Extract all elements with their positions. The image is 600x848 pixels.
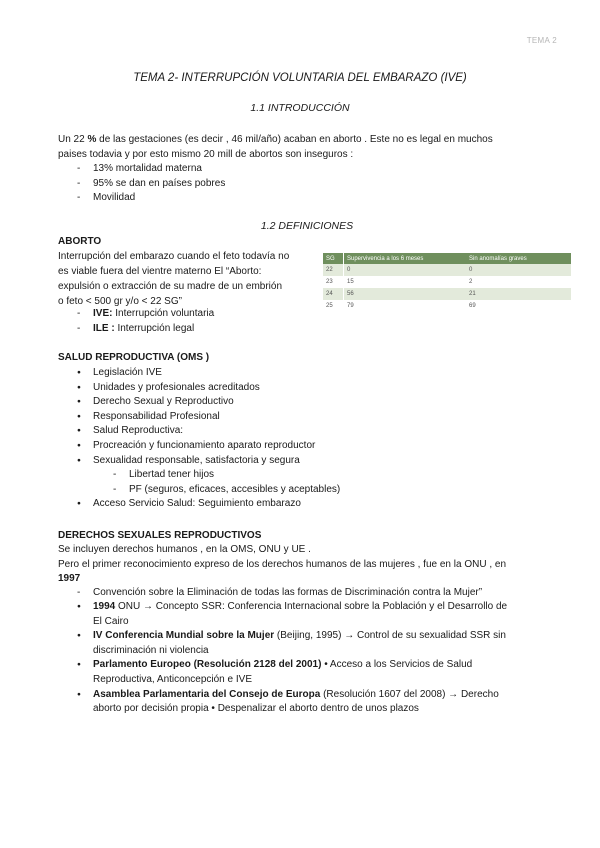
- table-row: [323, 276, 571, 288]
- list-item: ● Sexualidad responsable, satisfactoria y segura: [77, 454, 300, 466]
- salud-reproductiva-heading: SALUD REPRODUCTIVA (OMS ): [58, 352, 210, 363]
- list-item: - Convención sobre la Eliminación de todas las formas de Discriminación contra la Mujer”: [77, 587, 483, 598]
- list-item: - ILE : Interrupción legal: [77, 322, 195, 334]
- list-item: ● Responsabilidad Profesional: [77, 410, 220, 422]
- list-item: ● IV Conferencia Mundial sobre la Mujer (Beijing, 1995) → Control de su sexualidad SSR sin discriminación ni violencia: [77, 630, 506, 656]
- salud-sublist: [113, 468, 341, 497]
- table-cell: 21: [466, 288, 571, 300]
- list-item: - Libertad tener hijos: [113, 469, 215, 480]
- table-cell: 15: [344, 276, 467, 288]
- section-heading-introduccion: 1.1 INTRODUCCIÓN: [250, 102, 350, 114]
- column-header: Sin anomalías graves: [466, 253, 571, 264]
- list-item: - Movilidad: [77, 192, 136, 204]
- page-tag: TEMA 2: [526, 36, 557, 45]
- aborto-definition-line-4: o feto < 500 gr y/o < 22 SG”: [58, 296, 182, 307]
- list-item: - IVE: Interrupción voluntaria: [77, 308, 215, 319]
- salud-list: [77, 366, 316, 468]
- aborto-definition-line-2: es viable fuera del vientre materno El “Aborto:: [58, 266, 262, 277]
- column-header: SG: [323, 253, 344, 264]
- section-heading-definiciones: 1.2 DEFINICIONES: [260, 220, 354, 232]
- table-cell: 69: [466, 300, 571, 312]
- intro-paragraph-line-1: Un 22 % de las gestaciones (es decir , 46 mil/año) acaban en aborto . Este no es legal en muchos: [58, 134, 493, 145]
- table-cell: 2: [466, 276, 571, 288]
- list-item: ● Procreación y funcionamiento aparato reproductor: [77, 439, 316, 451]
- table-cell: 22: [323, 264, 344, 276]
- list-item: ● Parlamento Europeo (Resolución 2128 del 2001) • Acceso a los Servicios de Salud Reproductiva, Anticoncepción e IVE: [77, 659, 473, 685]
- table-cell: 0: [466, 264, 571, 276]
- table-header-row: [323, 253, 571, 264]
- document-title: TEMA 2- INTERRUPCIÓN VOLUNTARIA DEL EMBARAZO (IVE): [133, 72, 467, 84]
- table-cell: 23: [323, 276, 344, 288]
- aborto-list: [77, 307, 215, 336]
- intro-list: [77, 162, 226, 206]
- derechos-paragraph-line-3: 1997: [58, 573, 81, 584]
- list-item: - 95% se dan en países pobres: [77, 177, 226, 189]
- derechos-heading: DERECHOS SEXUALES REPRODUCTIVOS: [58, 530, 262, 541]
- table-cell: 25: [323, 300, 344, 312]
- derechos-list: [77, 600, 508, 717]
- survival-table: [323, 253, 571, 312]
- table-cell: 79: [344, 300, 467, 312]
- list-item: - PF (seguros, eficaces, accesibles y aceptables): [113, 483, 341, 495]
- table-row: [323, 288, 571, 300]
- table-row: [323, 264, 571, 276]
- derechos-paragraph-line-2: Pero el primer reconocimiento expreso de los derechos humanos de las mujeres , fue en la ONU , en: [58, 559, 507, 570]
- intro-paragraph-line-2: paises todavia y por esto mismo 20 mill de abortos son inseguros :: [58, 149, 354, 160]
- list-item: ● Acceso Servicio Salud: Seguimiento embarazo: [77, 498, 301, 509]
- table-cell: 56: [344, 288, 467, 300]
- table-cell: 0: [344, 264, 467, 276]
- list-item: - 13% mortalidad materna: [77, 163, 202, 174]
- salud-list-last: [77, 497, 301, 512]
- table-row: [323, 300, 571, 312]
- aborto-definition-line-1: Interrupción del embarazo cuando el feto todavía no: [58, 251, 290, 262]
- list-item: ● Unidades y profesionales acreditados: [77, 381, 260, 393]
- aborto-heading: ABORTO: [58, 236, 102, 247]
- list-item: ● Legislación IVE: [77, 367, 162, 378]
- derechos-paragraph-line-1: Se incluyen derechos humanos , en la OMS, ONU y UE .: [58, 544, 311, 555]
- derechos-dash-list: [77, 586, 483, 601]
- list-item: ● Salud Reproductiva:: [77, 425, 184, 437]
- list-item: ● Asamblea Parlamentaria del Consejo de Europa (Resolución 1607 del 2008) → Derecho aborto por decisión propia • Despenalizar el aborto dentro de unos plazos: [77, 688, 499, 715]
- table-cell: 24: [323, 288, 344, 300]
- list-item: ● Derecho Sexual y Reproductivo: [77, 396, 234, 408]
- column-header: Supervivencia a los 6 meses: [344, 253, 467, 264]
- list-item: ● 1994 ONU → Concepto SSR: Conferencia Internacional sobre la Población y el Desarrollo de El Cairo: [77, 601, 508, 627]
- aborto-definition-line-3: expulsión o extracción de su madre de un embrión: [58, 281, 283, 292]
